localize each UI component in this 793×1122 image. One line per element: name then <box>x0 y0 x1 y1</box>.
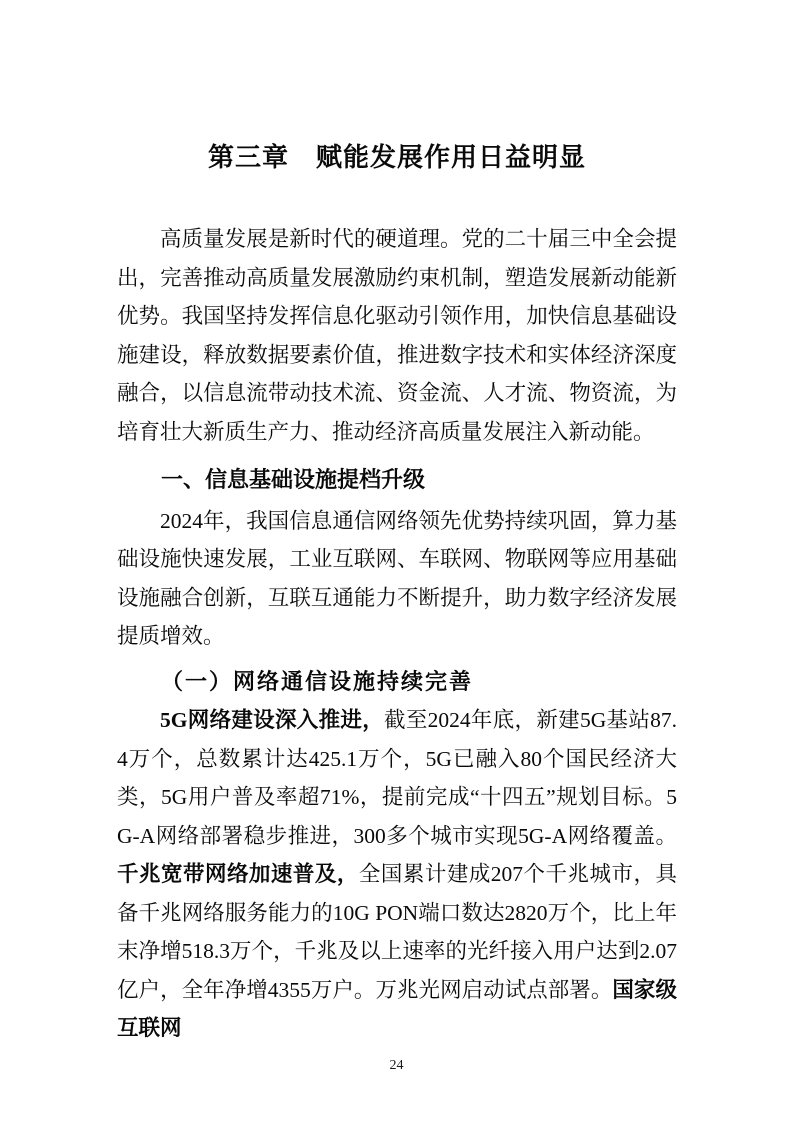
paragraph-5g-broadband: 5G网络建设深入推进，截至2024年底，新建5G基站87.4万个，总数累计达425.1万个，5G已融入80个国民经济大类，5G用户普及率超71%，提前完成“十四五”规划目标。5G-A网络部署稳步推进，300多个城市实现5G-A网络覆盖。千兆宽带网络加速普及，全国累计建成207个千兆城市，具备千兆网络服务能力的10G PON端口数达2820万个，比上年末净增518.3万个，千兆及以上速率的光纤接入用户达到2.07亿户，全年净增4355万户。万兆光网启动试点部署。国家级互联网 <box>117 708 677 1040</box>
paragraph-section-overview: 2024年，我国信息通信网络领先优势持续巩固，算力基础设施快速发展，工业互联网、车联网、物联网等应用基础设施融合创新，互联互通能力不断提升，助力数字经济发展提质增效。 <box>117 508 677 648</box>
subsection-heading-network-facilities: （一）网络通信设施持续完善 <box>161 668 474 694</box>
page-number: 24 <box>389 1058 404 1073</box>
paragraph-intro: 高质量发展是新时代的硬道理。党的二十届三中全会提出，完善推动高质量发展激励约束机制，塑造发展新动能新优势。我国坚持发挥信息化驱动引领作用，加快信息基础设施建设，释放数据要素价值，推进数字技术和实体经济深度融合，以信息流带动技术流、资金流、人才流、物资流，为培育壮大新质生产力、推动经济高质量发展注入新动能。 <box>117 227 677 444</box>
section-heading-infrastructure: 一、信息基础设施提档升级 <box>161 467 426 492</box>
chapter-title: 第三章 赋能发展作用日益明显 <box>207 142 586 172</box>
